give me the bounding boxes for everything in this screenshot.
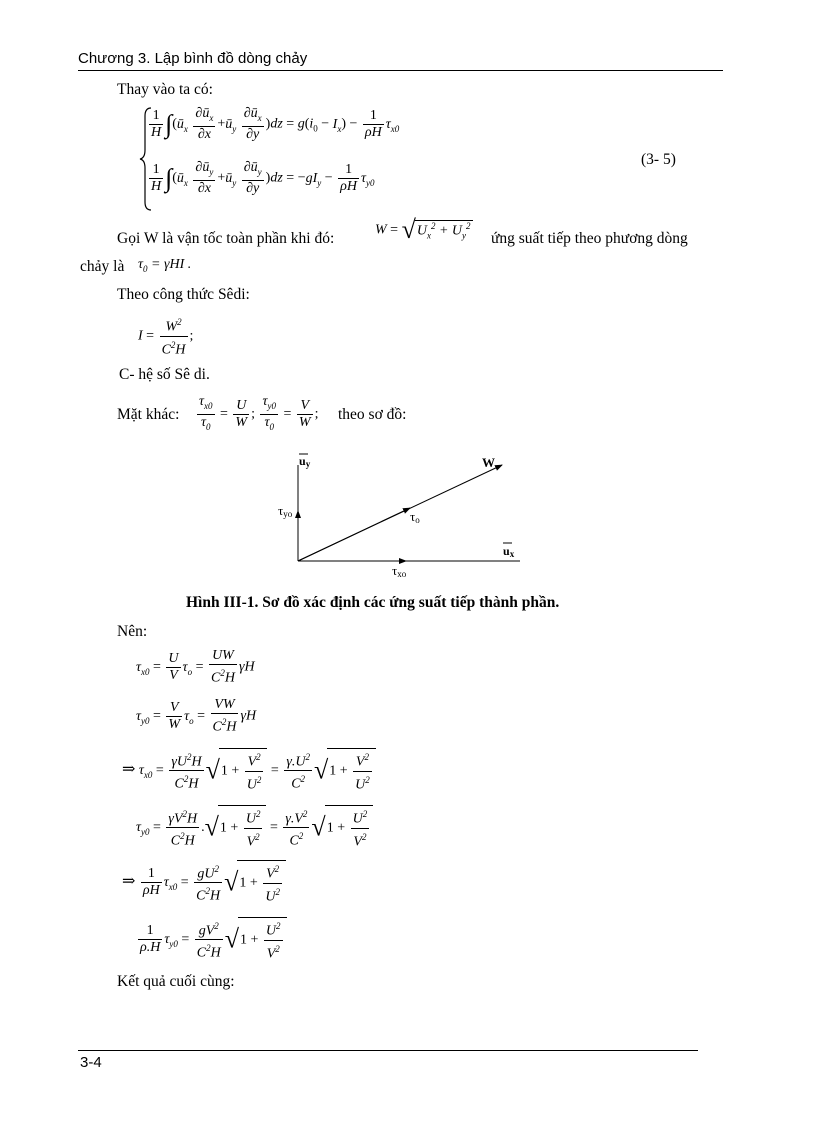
paragraph-hence: Nên: [117,623,148,640]
formula-tau-y0-rho: $\frac{1}{\rho.H}$ $\tau_{y0}$ = $\frac{gV^2}{C^2H}$ √1 + $\frac{U^2}{V^2}$ [136,917,287,962]
formula-w: $W = √U_x^2 + U_y^2$ [375,215,471,245]
tau-x0-label: τxo [392,563,407,579]
uy-label: uy [299,454,311,469]
paragraph-substitute: Thay vào ta có: [117,81,213,98]
formula-tau-x0: $\tau_{x0}$ = $\frac{U}{V}$ $\tau_o$ = $\frac{UW}{C^2H}$ γH [136,648,255,686]
page-header [78,50,723,71]
figure-caption: Hình III-1. Sơ đồ xác định các ứng suất tiếp thành phần. [186,594,560,611]
equation-number: (3- 5) [641,151,676,168]
equation-line-1: $\frac{1}{H}$ $\int(ū_x$ $\frac{\partial ū_x}{\partial x}$ $+ū_y$ $\frac{\partial ū_x}{\partial y}$ )$dz = g(i_0 - I_x)$ − $\frac{1}{\rho H}$ $\tau_{x0}$ [151,106,400,142]
tau-o-arrow [298,508,410,561]
w-label: W [482,455,495,470]
ux-label: ux [503,544,515,559]
formula-ratios: $\frac{\tau_{x0}}{\tau_0}$ = $\frac{U}{W}$ ; $\frac{\tau_{y0}}{\tau_0}$ = $\frac{V}{W}$ ; [199,394,319,432]
paragraph-velocity-c: chảy là [80,258,125,275]
footer-divider [78,1050,698,1051]
paragraph-chezy: Theo công thức Sêdi: [117,286,250,303]
tau-o-label: τo [410,509,420,525]
formula-chezy: I = $\frac{W^2}{C^2H}$ ; [138,314,193,358]
formula-tau-y0: $\tau_{y0}$ = $\frac{V}{W}$ $\tau_o$ = $\frac{VW}{C^2H}$ γH [136,697,257,735]
paragraph-chezy-coef: C- hệ số Sê di. [119,366,210,383]
formula-tau-x0-expanded: ⇒ $\tau_{x0}$ = $\frac{\gamma U^2H}{C^2H}$ √1 + $\frac{V^2}{U^2}$ = $\frac{\gamma.U^2}{C^2}$ √1 + $\frac{V^2}{U^2}$ [122,748,376,793]
equation-line-2: $\frac{1}{H}$ $\int(ū_x$ $\frac{\partial ū_y}{\partial x}$ $+ū_y$ $\frac{\partial ū_y}{\partial y}$ )$dz = -gI_y$ − $\frac{1}{\rho H}$ $\tau_{y0}$ [151,160,375,196]
formula-tau-y0-expanded: $\tau_{y0}$ = $\frac{\gamma V^2H}{C^2H}$ .√1 + $\frac{U^2}{V^2}$ = $\frac{\gamma.V^2}{C^2}$ √1 + $\frac{U^2}{V^2}$ [136,805,373,850]
paragraph-velocity-a: Gọi W là vận tốc toàn phần khi đó: [117,230,335,247]
formula-tau0: $\tau_0 = \gamma HI$ . [138,257,192,274]
paragraph-velocity-b: ứng suất tiếp theo phương dòng [491,230,688,247]
stress-diagram [270,445,540,580]
page-number: 3-4 [80,1054,102,1071]
paragraph-otherwise-a: Mặt khác: [117,406,180,423]
tau-y0-label: τyo [278,503,293,519]
formula-tau-x0-rho: ⇒ $\frac{1}{\rho H}$ $\tau_{x0}$ = $\frac{gU^2}{C^2H}$ √1 + $\frac{V^2}{U^2}$ [122,860,286,905]
paragraph-otherwise-b: theo sơ đồ: [338,406,407,423]
header-title: Chương 3. Lập bình đồ dòng chảy [78,50,308,67]
paragraph-final-result: Kết quả cuối cùng: [117,973,235,990]
